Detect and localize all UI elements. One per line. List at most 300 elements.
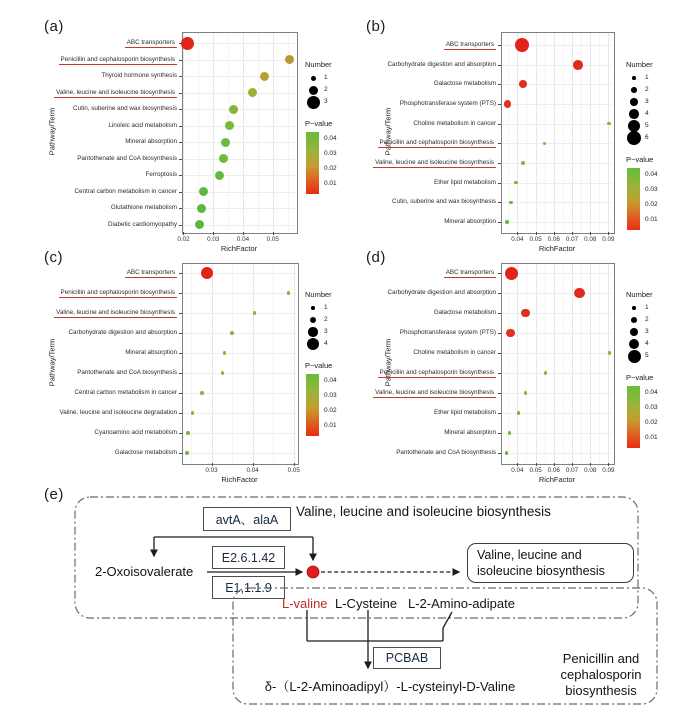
y-axis-tick	[179, 353, 182, 354]
row-gridline	[502, 183, 612, 184]
y-axis-tick	[498, 333, 501, 334]
legend-number-value: 3	[324, 328, 328, 335]
x-axis-tick	[213, 232, 214, 235]
category-label	[413, 349, 496, 356]
x-tick-label: 0.05	[529, 467, 542, 474]
row-gridline	[183, 333, 296, 334]
category-term: Pantothenate and CoA biosynthesis	[77, 369, 177, 376]
data-point	[221, 138, 230, 147]
minor-gridline	[545, 33, 546, 231]
category-term: Mineral absorption	[125, 349, 177, 356]
enzyme-box-e26142: E2.6.1.42	[212, 546, 285, 569]
minor-gridline	[258, 33, 259, 231]
data-point	[230, 331, 234, 335]
pvalue-gradient-bar	[627, 168, 640, 230]
x-tick-label: 0.04	[511, 236, 524, 243]
category-term: Carbohydrate digestion and absorption	[68, 329, 177, 336]
y-axis-title-a: Pathway/Term	[47, 107, 57, 156]
y-axis-tick	[498, 143, 501, 144]
l-2-amino-adipate-label: L-2-Amino-adipate	[408, 596, 515, 611]
row-gridline	[502, 163, 612, 164]
data-point	[519, 80, 527, 88]
category-label	[101, 72, 177, 79]
category-label	[68, 329, 177, 336]
x-axis-tick	[212, 463, 213, 466]
data-point	[607, 122, 611, 126]
category-term: ABC transporters	[445, 41, 494, 48]
legend-pvalue-title: P−value	[626, 373, 654, 382]
y-axis-tick	[179, 76, 182, 77]
category-label	[444, 218, 496, 225]
category-label	[373, 159, 496, 166]
row-gridline	[502, 222, 612, 223]
legend-number-value: 1	[324, 304, 328, 311]
gene-box-avta-alaa: avtA、alaA	[203, 507, 291, 531]
category-term: Mineral absorption	[444, 218, 496, 225]
y-axis-tick	[498, 453, 501, 454]
category-term: Phosphotransferase system (PTS)	[399, 100, 496, 107]
legend-number-value: 6	[645, 134, 649, 141]
data-point	[505, 220, 509, 224]
data-point	[195, 220, 204, 229]
y-axis-tick	[498, 413, 501, 414]
legend-number-dot	[630, 328, 638, 336]
x-tick-label: 0.04	[246, 467, 259, 474]
row-gridline	[183, 93, 295, 94]
row-gridline	[502, 313, 612, 314]
y-axis-title-d: Pathway/Term	[383, 338, 393, 387]
y-axis-tick	[498, 84, 501, 85]
y-axis-tick	[179, 142, 182, 143]
pvalue-tick-label: 0.04	[324, 135, 337, 142]
x-tick-label: 0.08	[584, 467, 597, 474]
pvalue-gradient-bar	[306, 132, 319, 194]
data-point	[248, 88, 257, 97]
y-axis-tick	[179, 208, 182, 209]
category-term: Choline metabolism in cancer	[413, 349, 496, 356]
category-label	[125, 269, 177, 276]
x-axis-tick	[608, 232, 609, 235]
l-valine-label: L-valine	[282, 596, 328, 611]
y-axis-tick	[179, 393, 182, 394]
pvalue-tick-label: 0.03	[645, 404, 658, 411]
category-term: Cutin, suberine and wax biosynthesis	[392, 198, 496, 206]
y-axis-tick	[179, 93, 182, 94]
category-label	[444, 429, 496, 436]
y-axis-tick	[498, 433, 501, 434]
y-axis-tick	[179, 333, 182, 334]
major-gridline	[213, 33, 214, 231]
data-point	[181, 37, 194, 50]
category-label	[108, 122, 177, 129]
category-term: Pantothenate and CoA biosynthesis	[396, 449, 496, 456]
major-gridline	[554, 33, 555, 231]
y-axis-tick	[498, 65, 501, 66]
x-axis-tick	[183, 232, 184, 235]
x-axis-tick	[243, 232, 244, 235]
legend-number-value: 5	[645, 122, 649, 129]
minor-gridline	[228, 33, 229, 231]
category-term: Glutathione metabolism	[110, 204, 177, 211]
category-term: Ferroptosis	[145, 171, 177, 178]
legend-number-dot	[631, 317, 637, 323]
row-gridline	[183, 433, 296, 434]
category-label	[94, 429, 177, 436]
category-label	[373, 389, 496, 396]
category-label	[392, 198, 496, 205]
data-point	[521, 161, 525, 165]
legend-number-value: 2	[324, 86, 328, 93]
y-axis-tick	[498, 124, 501, 125]
x-axis-title: RichFactor	[538, 244, 576, 253]
category-label	[378, 369, 496, 376]
row-gridline	[502, 293, 612, 294]
major-gridline	[273, 33, 274, 231]
data-point	[229, 105, 238, 114]
pvalue-tick-label: 0.01	[645, 434, 658, 441]
data-point	[215, 171, 224, 180]
legend-number-value: 5	[645, 352, 649, 359]
y-axis-tick	[498, 393, 501, 394]
y-axis-tick	[498, 45, 501, 46]
row-gridline	[183, 159, 295, 160]
row-gridline	[183, 453, 296, 454]
category-label	[54, 89, 177, 96]
y-axis-tick	[179, 175, 182, 176]
x-tick-label: 0.09	[602, 236, 615, 243]
x-axis-tick	[554, 463, 555, 466]
category-label	[115, 449, 177, 456]
legend-number-dot	[632, 76, 636, 80]
data-point	[219, 154, 228, 163]
adipate-connector	[443, 612, 452, 641]
y-axis-title-b: Pathway/Term	[383, 107, 393, 156]
pvalue-tick-label: 0.04	[645, 171, 658, 178]
category-term: Valine, leucine and isoleucine biosynthesis	[375, 159, 494, 166]
legend-number-value: 3	[645, 98, 649, 105]
category-term: ABC transporters	[445, 269, 494, 276]
legend-number-dot	[308, 327, 317, 336]
penicillin-region-title-line2: cephalosporin	[560, 667, 642, 682]
category-term: Mineral absorption	[125, 138, 177, 145]
data-point	[508, 431, 512, 435]
row-gridline	[183, 60, 295, 61]
legend-pvalue-title: P−value	[626, 155, 654, 164]
row-gridline	[183, 142, 295, 143]
legend-number-dot	[629, 109, 639, 119]
legend-number-dot	[310, 317, 316, 323]
minor-gridline	[526, 33, 527, 231]
result-box-line2: isoleucine biosynthesis	[477, 564, 605, 578]
y-axis-tick	[498, 202, 501, 203]
x-axis-tick	[590, 463, 591, 466]
x-axis-title: RichFactor	[538, 475, 576, 484]
legend-number-dot	[307, 96, 320, 109]
legend-number-dot	[307, 338, 319, 350]
y-axis-tick	[179, 453, 182, 454]
category-term: Valine, leucine and isoleucine biosynthesis	[56, 309, 175, 316]
category-label	[444, 269, 496, 276]
y-axis-tick	[498, 293, 501, 294]
minor-gridline	[563, 33, 564, 231]
pvalue-tick-label: 0.01	[324, 422, 337, 429]
row-gridline	[183, 353, 296, 354]
category-term: Thyroid hormone synthesis	[101, 72, 177, 79]
row-gridline	[502, 393, 612, 394]
pvalue-tick-label: 0.02	[645, 201, 658, 208]
x-tick-label: 0.06	[547, 236, 560, 243]
category-term: Pantothenate and CoA biosynthesis	[77, 154, 177, 162]
x-tick-label: 0.09	[602, 467, 615, 474]
category-term: Ether lipid metabolism	[434, 178, 496, 186]
category-term: Diabetic cardiomyopathy	[108, 220, 177, 228]
minor-gridline	[599, 33, 600, 231]
category-label	[434, 80, 496, 87]
row-gridline	[502, 433, 612, 434]
y-axis-tick	[179, 159, 182, 160]
pvalue-tick-label: 0.01	[324, 180, 337, 187]
category-term: Carbohydrate digestion and absorption	[387, 60, 496, 68]
y-axis-tick	[498, 313, 501, 314]
legend-number-value: 4	[645, 340, 649, 347]
x-axis-tick	[572, 232, 573, 235]
data-point	[544, 371, 548, 375]
category-term: Mineral absorption	[444, 429, 496, 436]
x-tick-label: 0.05	[529, 236, 542, 243]
row-gridline	[183, 126, 295, 127]
category-term: Choline metabolism in cancer	[413, 119, 496, 127]
category-term: Phosphotransferase system (PTS)	[399, 329, 496, 336]
category-label	[77, 155, 177, 162]
y-axis-tick	[179, 273, 182, 274]
category-term: Penicillin and cephalosporin biosynthesis	[379, 139, 494, 147]
major-gridline	[517, 33, 518, 231]
data-point	[197, 204, 206, 213]
legend-number-value: 1	[645, 304, 649, 311]
y-axis-tick	[179, 225, 182, 226]
row-gridline	[183, 413, 296, 414]
enzyme-box-pcbab: PCBAB	[373, 647, 441, 669]
x-axis-tick	[517, 463, 518, 466]
category-term: Ether lipid metabolism	[434, 409, 496, 416]
pvalue-tick-label: 0.03	[324, 392, 337, 399]
row-gridline	[183, 313, 296, 314]
category-label	[59, 289, 177, 296]
row-gridline	[183, 273, 296, 274]
major-gridline	[608, 33, 609, 231]
category-term: Galactose metabolism	[114, 449, 177, 456]
x-axis-tick	[536, 463, 537, 466]
category-label	[125, 138, 177, 145]
legend-number-value: 3	[324, 98, 328, 105]
row-gridline	[183, 293, 296, 294]
x-tick-label: 0.04	[511, 467, 524, 474]
panel-label-e: (e)	[44, 486, 64, 503]
l-cysteine-label: L-Cysteine	[335, 596, 398, 611]
y-axis-tick	[498, 183, 501, 184]
category-label	[77, 369, 177, 376]
category-label	[387, 289, 496, 296]
category-label	[74, 188, 177, 195]
row-gridline	[502, 353, 612, 354]
category-label	[444, 41, 496, 48]
x-tick-label: 0.08	[584, 236, 597, 243]
legend-number-value: 1	[645, 74, 649, 81]
category-label	[387, 61, 496, 68]
category-term: Central carbon metabolism in cancer	[74, 187, 177, 195]
row-gridline	[183, 175, 295, 176]
x-tick-label: 0.03	[207, 236, 220, 243]
major-gridline	[590, 33, 591, 231]
y-axis-tick	[179, 373, 182, 374]
legend-number-dot	[629, 339, 640, 350]
legend-number-dot	[627, 131, 641, 145]
legend-number-title: Number	[305, 290, 332, 299]
y-axis-tick	[498, 273, 501, 274]
panel-label-c: (c)	[44, 249, 63, 266]
x-axis-tick	[273, 232, 274, 235]
legend-number-dot	[628, 350, 641, 363]
category-label	[125, 349, 177, 356]
category-term: Valine, leucine and isoleucine degradation	[59, 409, 177, 416]
result-box-line1: Valine, leucine and	[477, 548, 582, 562]
x-tick-label: 0.02	[177, 236, 190, 243]
legend-pvalue-title: P−value	[305, 361, 333, 370]
x-axis-tick	[536, 232, 537, 235]
x-tick-label: 0.06	[547, 467, 560, 474]
pvalue-tick-label: 0.02	[324, 165, 337, 172]
y-axis-tick	[179, 433, 182, 434]
category-label	[74, 389, 177, 396]
pvalue-tick-label: 0.04	[324, 377, 337, 384]
panel-label-d: (d)	[366, 249, 386, 266]
data-point	[200, 391, 204, 395]
legend-number-dot	[631, 87, 637, 93]
category-term: Valine, leucine and isoleucine biosynthesis	[56, 88, 175, 96]
y-axis-tick	[179, 126, 182, 127]
legend-number-title: Number	[305, 60, 332, 69]
category-label	[111, 204, 177, 211]
legend-number-dot	[311, 76, 316, 81]
x-tick-label: 0.04	[236, 236, 250, 243]
row-gridline	[502, 124, 612, 125]
data-point	[509, 201, 513, 205]
data-point	[504, 100, 512, 108]
pvalue-tick-label: 0.03	[324, 150, 337, 157]
data-point	[524, 391, 528, 395]
row-gridline	[183, 109, 295, 110]
pvalue-tick-label: 0.02	[645, 419, 658, 426]
legend-number-value: 3	[645, 328, 649, 335]
pvalue-tick-label: 0.01	[645, 216, 658, 223]
legend-number-title: Number	[626, 60, 653, 69]
category-label	[434, 409, 496, 416]
major-gridline	[243, 33, 244, 231]
row-gridline	[502, 273, 612, 274]
category-term: Carbohydrate digestion and absorption	[387, 289, 496, 296]
data-point	[506, 329, 514, 337]
pvalue-gradient-bar	[627, 386, 640, 448]
panel-label-b: (b)	[366, 18, 386, 35]
x-tick-label: 0.07	[565, 236, 579, 243]
legend-number-value: 4	[645, 110, 649, 117]
legend-pvalue-title: P−value	[305, 119, 333, 128]
legend-number-title: Number	[626, 290, 653, 299]
y-axis-title-c: Pathway/Term	[47, 338, 57, 387]
row-gridline	[502, 65, 612, 66]
category-term: Central carbon metabolism in cancer	[74, 389, 177, 396]
minor-gridline	[198, 33, 199, 231]
pvalue-tick-label: 0.04	[645, 389, 658, 396]
row-gridline	[183, 76, 295, 77]
y-axis-tick	[498, 163, 501, 164]
substrate-label: 2-Oxoisovalerate	[95, 564, 194, 579]
category-label	[108, 221, 177, 228]
product-label: δ-（L-2-Aminoadipyl）-L-cysteinyl-D-Valine	[264, 679, 516, 694]
category-label	[59, 409, 177, 416]
category-label	[434, 179, 496, 186]
data-point	[260, 72, 269, 81]
y-axis-tick	[179, 293, 182, 294]
y-axis-tick	[179, 313, 182, 314]
data-point	[573, 60, 583, 70]
data-point	[287, 291, 291, 295]
panel-label-a: (a)	[44, 18, 64, 35]
data-point	[505, 267, 518, 280]
category-term: ABC transporters	[126, 39, 175, 46]
y-axis-tick	[498, 373, 501, 374]
x-axis-tick	[253, 463, 254, 466]
row-gridline	[502, 373, 612, 374]
category-term: Penicillin and cephalosporin biosynthesis	[60, 289, 175, 296]
category-term: Cyanoamino acid metabolism	[94, 429, 177, 436]
x-tick-label: 0.03	[205, 467, 218, 474]
y-axis-tick	[179, 109, 182, 110]
legend-number-value: 4	[324, 340, 328, 347]
category-label	[378, 139, 496, 146]
data-point	[186, 431, 190, 435]
x-axis-tick	[517, 232, 518, 235]
x-axis-tick	[294, 463, 295, 466]
category-label	[59, 56, 177, 63]
pvalue-gradient-bar	[306, 374, 319, 436]
y-axis-tick	[179, 413, 182, 414]
valine-region-title: Valine, leucine and isoleucine biosynthesis	[296, 504, 551, 519]
row-gridline	[502, 333, 612, 334]
data-point	[521, 309, 529, 317]
row-gridline	[502, 143, 612, 144]
major-gridline	[536, 33, 537, 231]
category-term: Valine, leucine and isoleucine biosynthesis	[375, 389, 494, 396]
y-axis-tick	[179, 60, 182, 61]
category-label	[413, 120, 496, 127]
y-axis-tick	[498, 222, 501, 223]
category-label	[146, 171, 178, 178]
category-label	[400, 329, 496, 336]
x-axis-tick	[608, 463, 609, 466]
legend-number-dot	[632, 306, 636, 310]
x-tick-label: 0.05	[266, 236, 279, 243]
category-label	[434, 309, 496, 316]
data-point	[185, 451, 189, 455]
biosynthesis-result-box	[467, 543, 634, 583]
legend-number-value: 2	[645, 316, 649, 323]
x-tick-label: 0.07	[565, 467, 579, 474]
category-term: ABC transporters	[126, 269, 175, 276]
major-gridline	[183, 33, 184, 231]
pvalue-tick-label: 0.02	[324, 407, 337, 414]
row-gridline	[502, 202, 612, 203]
